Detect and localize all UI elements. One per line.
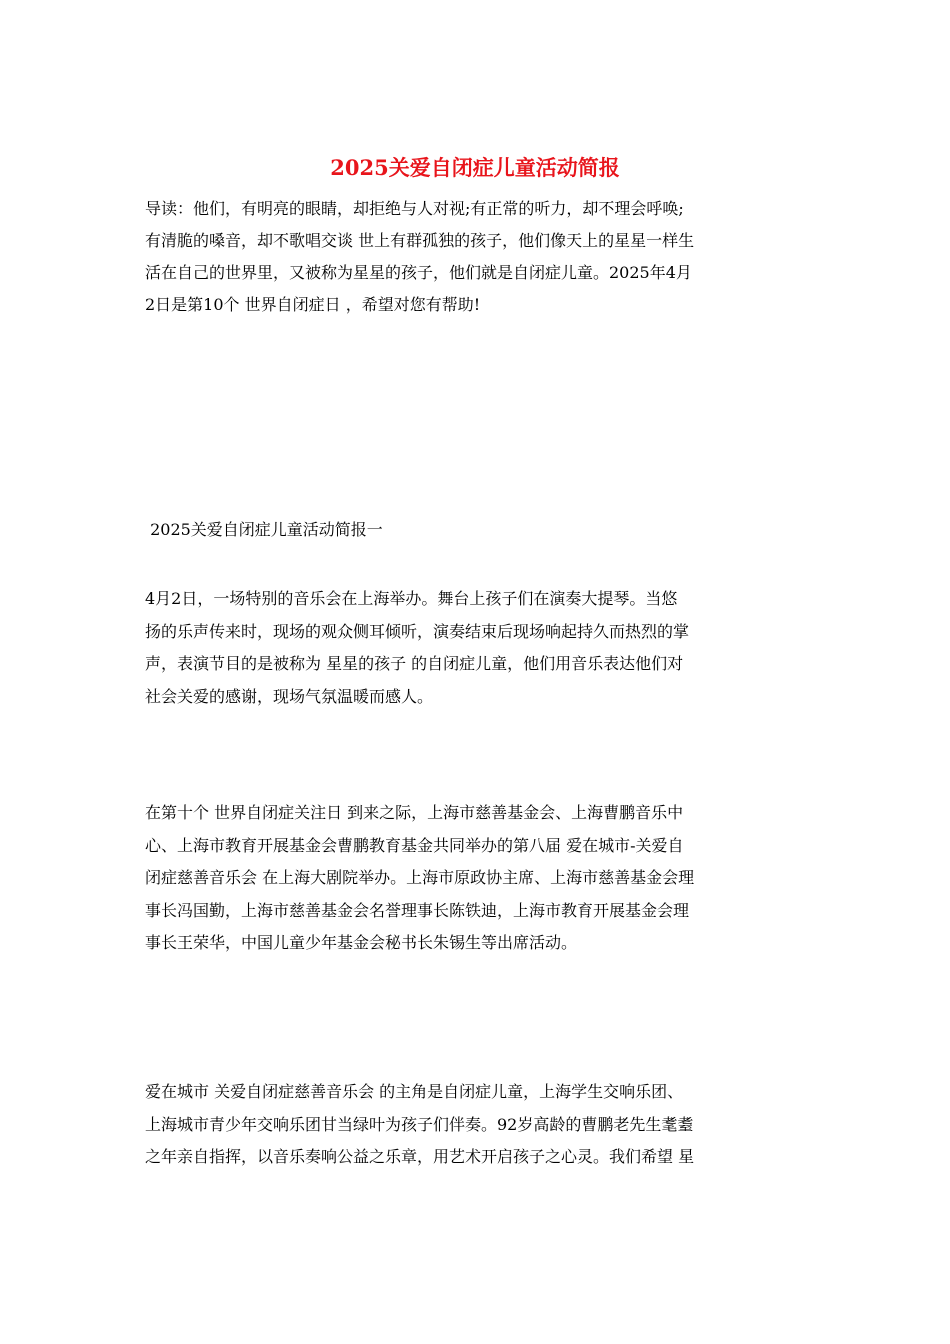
intro-line: 活在自己的世界里，又被称为星星的孩子，他们就是自闭症儿童。2025年4月 xyxy=(145,263,692,282)
paragraph-line: 4月2日，一场特别的音乐会在上海举办。舞台上孩子们在演奏大提琴。当悠 xyxy=(145,589,678,608)
section-heading: 2025关爱自闭症儿童活动简报一 xyxy=(145,520,383,539)
paragraph-line: 在第十个 世界自闭症关注日 到来之际，上海市慈善基金会、上海曹鹏音乐中 xyxy=(145,803,684,822)
paragraph-line: 心、上海市教育开展基金会曹鹏教育基金共同举办的第八届 爱在城市-关爱自 xyxy=(145,835,684,855)
body-paragraph-3 xyxy=(145,1076,805,1174)
paragraph-line: 声，表演节目的是被称为 星星的孩子 的自闭症儿童，他们用音乐表达他们对 xyxy=(145,654,684,673)
paragraph-line: 上海城市青少年交响乐团甘当绿叶为孩子们伴奏。92岁高龄的曹鹏老先生耄耋 xyxy=(145,1114,694,1134)
paragraph-line: 爱在城市 关爱自闭症慈善音乐会 的主角是自闭症儿童，上海学生交响乐团、 xyxy=(145,1082,684,1101)
body-paragraph-1 xyxy=(145,583,805,713)
paragraph-line: 社会关爱的感谢，现场气氛温暖而感人。 xyxy=(145,686,434,706)
paragraph-line: 扬的乐声传来时，现场的观众侧耳倾听，演奏结束后现场响起持久而热烈的掌 xyxy=(145,621,690,641)
paragraph-line: 闭症慈善音乐会 在上海大剧院举办。上海市原政协主席、上海市慈善基金会理 xyxy=(145,868,695,887)
paragraph-line: 事长冯国勤，上海市慈善基金会名誉理事长陈铁迪，上海市教育开展基金会理 xyxy=(145,900,690,920)
intro-paragraph xyxy=(145,193,805,321)
intro-line: 有清脆的嗓音，却不歌唱交谈 世上有群孤独的孩子，他们像天上的星星一样生 xyxy=(145,231,695,250)
intro-line: 2日是第10个 世界自闭症日 ，希望对您有帮助! xyxy=(145,295,481,314)
body-paragraph-2 xyxy=(145,797,805,960)
intro-line: 导读：他们，有明亮的眼睛，却拒绝与人对视;有正常的听力，却不理会呼唤; xyxy=(145,199,684,218)
paragraph-line: 之年亲自指挥，以音乐奏响公益之乐章，用艺术开启孩子之心灵。我们希望 星 xyxy=(145,1147,695,1166)
paragraph-line: 事长王荣华，中国儿童少年基金会秘书长朱锡生等出席活动。 xyxy=(145,933,578,952)
document-title: 2025关爱自闭症儿童活动简报 xyxy=(330,155,620,180)
